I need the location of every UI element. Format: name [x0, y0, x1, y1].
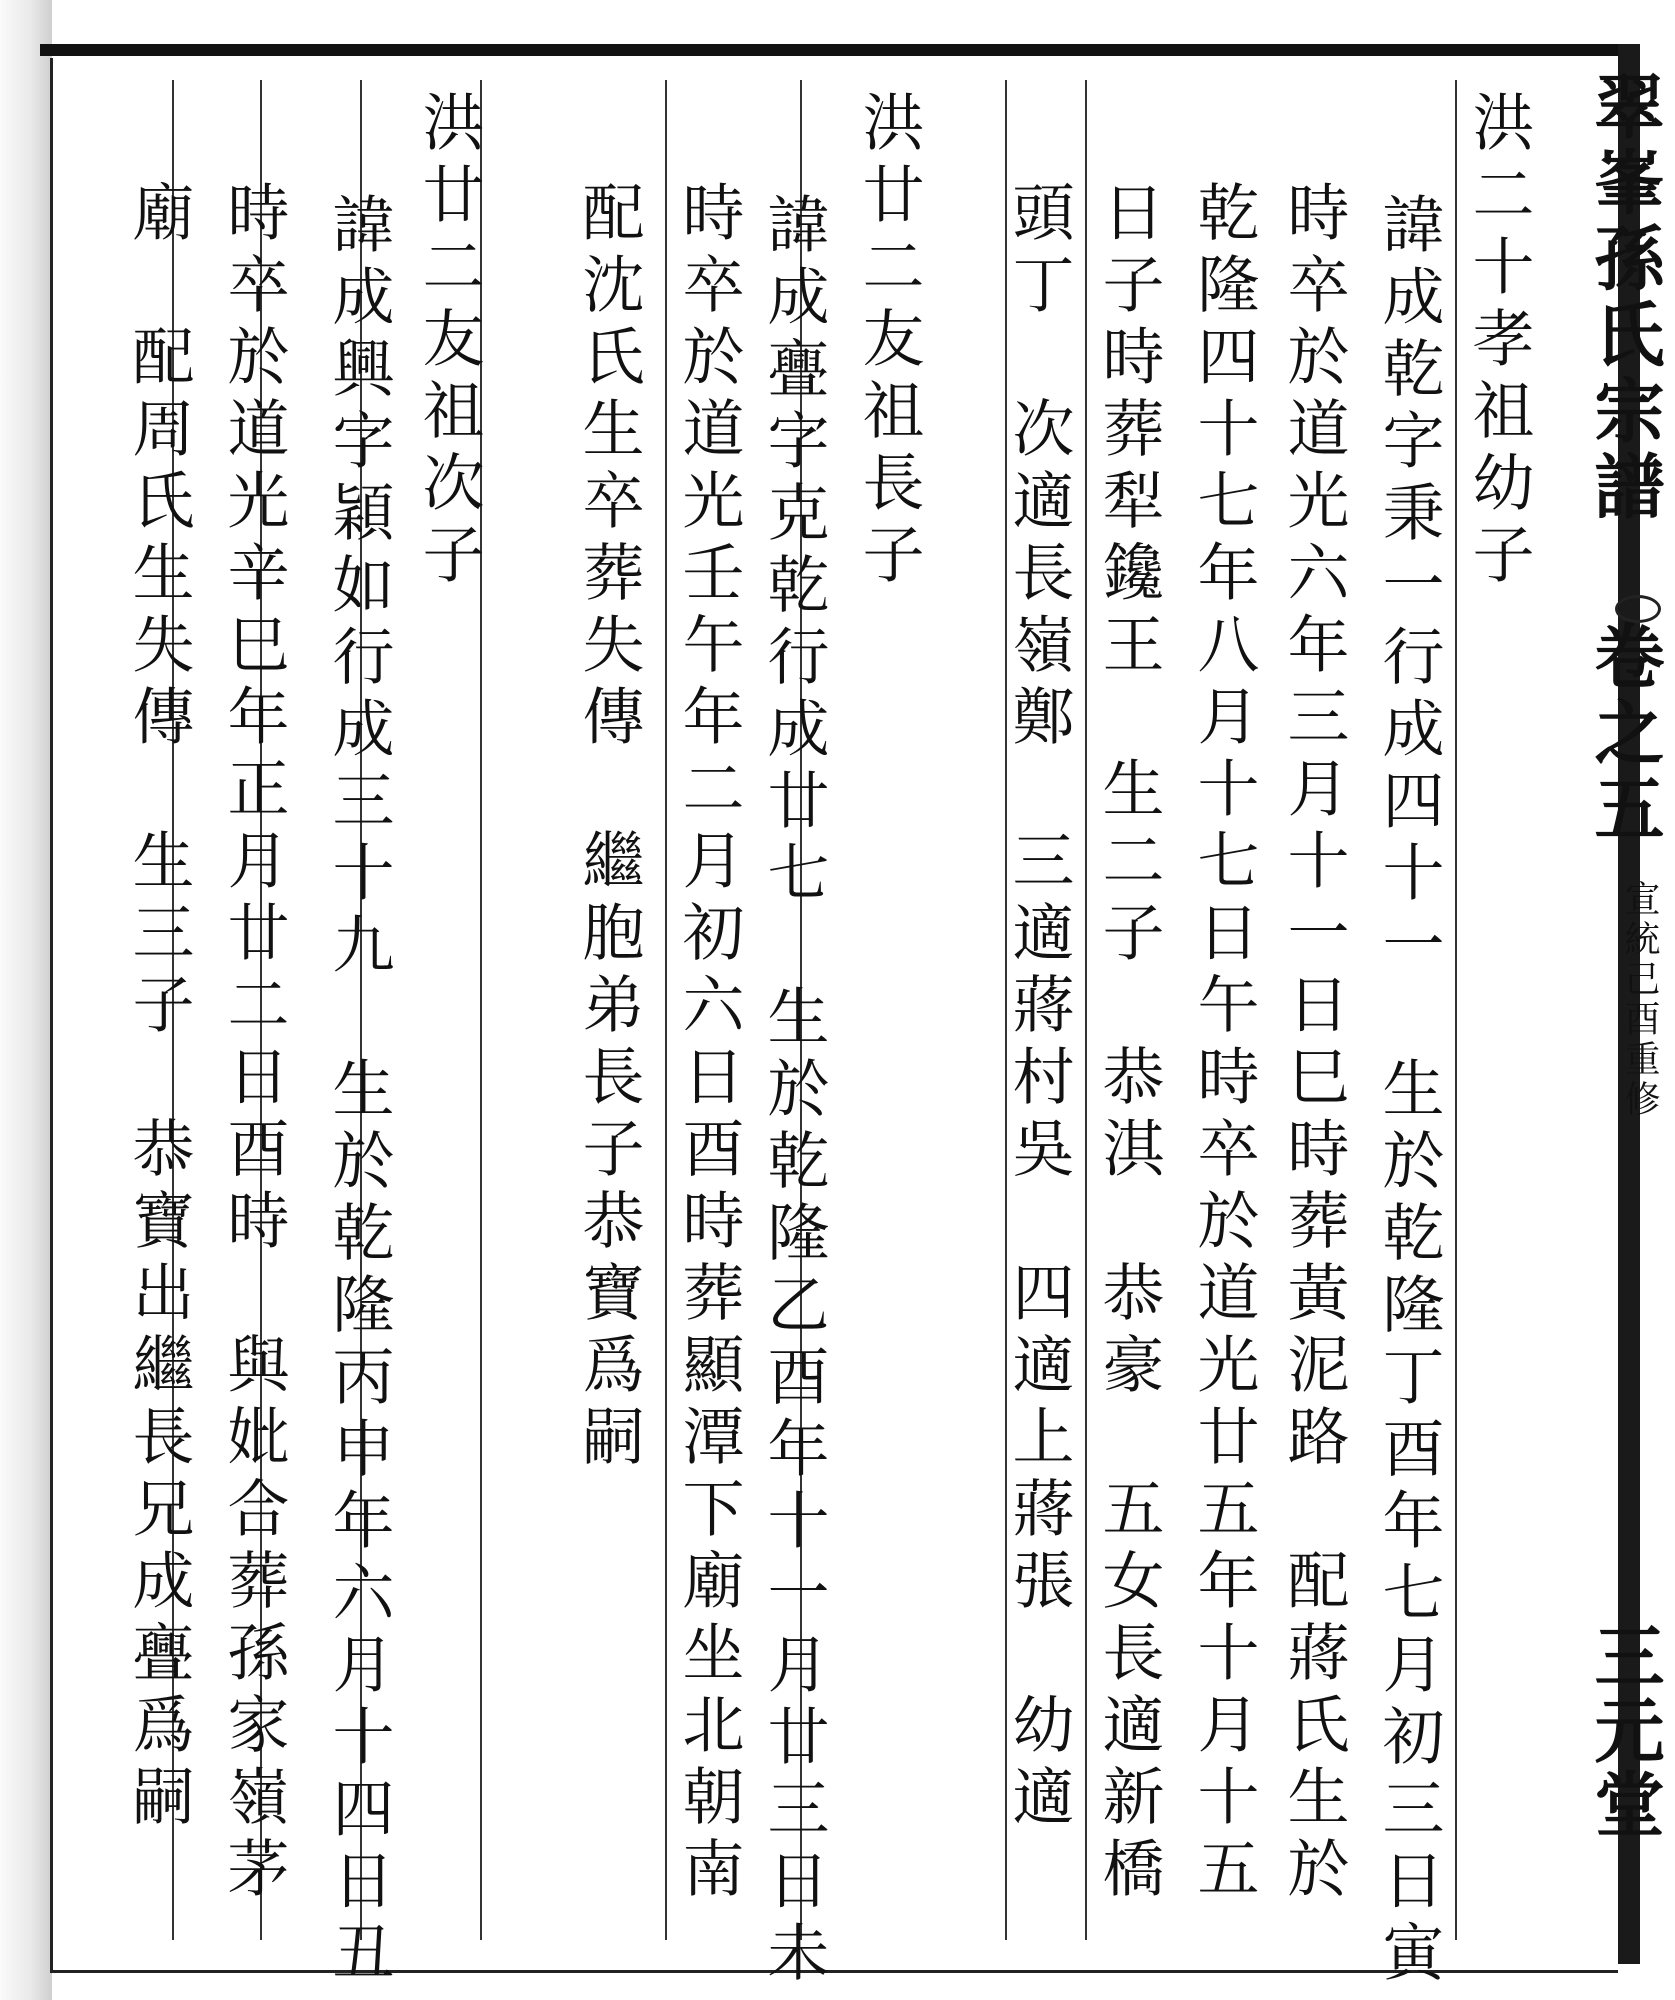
- text-column: 時卒於道光六年三月十一日巳時葬黃泥路 配蔣氏生於: [1277, 180, 1350, 1908]
- hall-name: 三元堂: [1583, 1620, 1666, 1842]
- text-column: 諱成亹字克乾行成廿七 生於乾隆乙酉年十一月廿三日未: [757, 120, 830, 1992]
- text-column: 時卒於道光壬午年二月初六日酉時葬顯潭下廟坐北朝南: [672, 180, 745, 1908]
- text-column: 洪二十孝祖幼子: [1462, 90, 1535, 594]
- text-column: 諱成乾字秉一行成四十一 生於乾隆丁酉年七月初三日寅: [1372, 120, 1445, 1992]
- text-column: 洪廿二友祖長子: [852, 90, 925, 594]
- book-title: 翠峯孫氏宗譜: [1583, 70, 1666, 526]
- text-column: 廟 配周氏生失傳 生三子 恭寶出繼長兄成亹爲嗣: [122, 180, 195, 1836]
- genealogy-page: [60, 60, 1666, 1992]
- volume-label: 卷之五: [1583, 620, 1666, 848]
- text-column: 頭丁 次適長嶺鄭 三適蔣村吳 四適上蔣張 幼適: [1002, 180, 1075, 1836]
- text-column: 乾隆四十七年八月十七日午時卒於道光廿五年十月十五: [1187, 180, 1260, 1908]
- text-column: 洪廿二友祖次子: [412, 90, 485, 594]
- text-column: 配沈氏生卒葬失傳 繼胞弟長子恭寶爲嗣: [572, 180, 645, 1476]
- text-column: 諱成興字穎如行成三十九 生於乾隆丙申年六月十四日丑: [322, 120, 395, 1992]
- top-border: [40, 44, 1635, 56]
- edition-label: 宣統己酉重修: [1619, 880, 1660, 1120]
- fold-mark-icon: [1615, 595, 1661, 623]
- book-spine-edge: [0, 0, 52, 2000]
- text-column: 日子時葬犁鑱王 生二子 恭淇 恭豪 五女長適新橋: [1092, 180, 1165, 1908]
- text-column: 時卒於道光辛巳年正月廿二日酉時 與妣合葬孫家嶺茅: [217, 180, 290, 1908]
